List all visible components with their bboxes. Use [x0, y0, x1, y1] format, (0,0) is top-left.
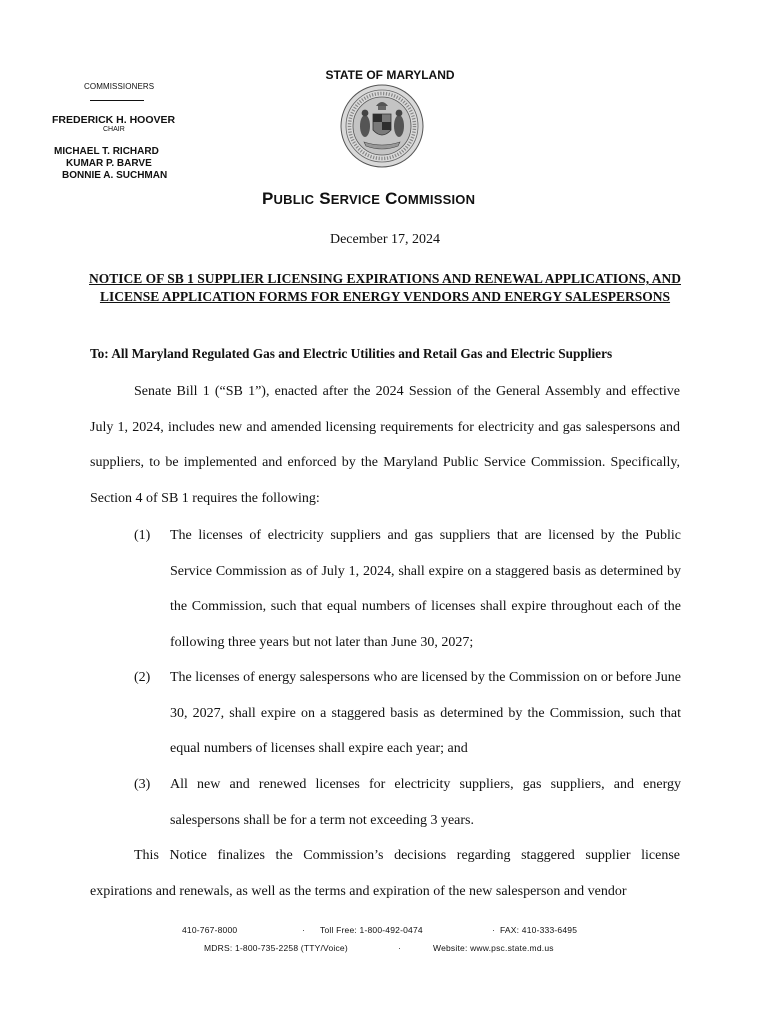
notice-date: December 17, 2024 — [329, 232, 441, 247]
footer-separator: · — [492, 925, 496, 935]
requirement-number: (1) — [134, 528, 151, 543]
commissioner-name: BONNIE A. SUCHMAN — [62, 170, 168, 181]
requirement-text: The licenses of energy salespersons who are licensed by the Commission on or before June 30, 2027, shall expire on a staggered basis as determined by the Commission, such that equal numbers of licenses shall expire each year; and — [170, 670, 681, 756]
footer-mdrs: MDRS: 1-800-735-2258 (TTY/Voice) — [204, 943, 348, 953]
footer-toll-free: Toll Free: 1-800-492-0474 — [320, 925, 423, 935]
commissioner-name: MICHAEL T. RICHARD — [54, 146, 159, 157]
commissioner-name: KUMAR P. BARVE — [66, 158, 152, 169]
requirement-number: (3) — [134, 777, 151, 792]
footer-separator: · — [302, 925, 306, 935]
commissioners-divider — [90, 100, 144, 101]
footer-fax: FAX: 410-333-6495 — [500, 925, 578, 935]
intro-paragraph: Senate Bill 1 (“SB 1”), enacted after the 2024 Session of the General Assembly and effective July 1, 2024, includes new and amended licensing requirements for electricity and gas salespersons and suppliers, to be implemented and enforced by the Maryland Public Service Commission. Specifically, Section 4 of SB 1 requires the following: — [90, 384, 680, 506]
footer-phone: 410-767-8000 — [182, 925, 238, 935]
chair-title: CHAIR — [103, 126, 125, 133]
state-title: STATE OF MARYLAND — [325, 68, 455, 82]
requirement-text: All new and renewed licenses for electricity suppliers, gas suppliers, and energy salespersons shall be for a term not exceeding 3 years. — [170, 777, 681, 828]
chair-name: FREDERICK H. HOOVER — [52, 114, 176, 126]
requirement-number: (2) — [134, 670, 151, 685]
requirement-text: The licenses of electricity suppliers and gas suppliers that are licensed by the Public Service Commission as of July 1, 2024, shall expire on a staggered basis as determined by the Commission, such that equal numbers of licenses shall expire throughout each of the following three years but not later than June 30, 2027; — [170, 528, 681, 650]
notice-title: NOTICE OF SB 1 SUPPLIER LICENSING EXPIRATIONS AND RENEWAL APPLICATIONS, AND LICENSE APPLICATION FORMS FOR ENERGY VENDORS AND ENERGY SALESPERSONS — [89, 271, 681, 304]
commissioners-label: COMMISSIONERS — [84, 82, 155, 91]
agency-name: PUBLIC SERVICE COMMISSION — [262, 189, 476, 208]
closing-paragraph: This Notice finalizes the Commission’s decisions regarding staggered supplier license expirations and renewals, as well as the terms and expiration of the new salesperson and vendor — [90, 848, 680, 899]
footer-website: Website: www.psc.state.md.us — [433, 943, 554, 953]
recipients-line: To: All Maryland Regulated Gas and Electric Utilities and Retail Gas and Electric Suppliers — [90, 346, 613, 361]
footer-separator: · — [398, 943, 402, 953]
maryland-seal-icon — [340, 84, 424, 168]
